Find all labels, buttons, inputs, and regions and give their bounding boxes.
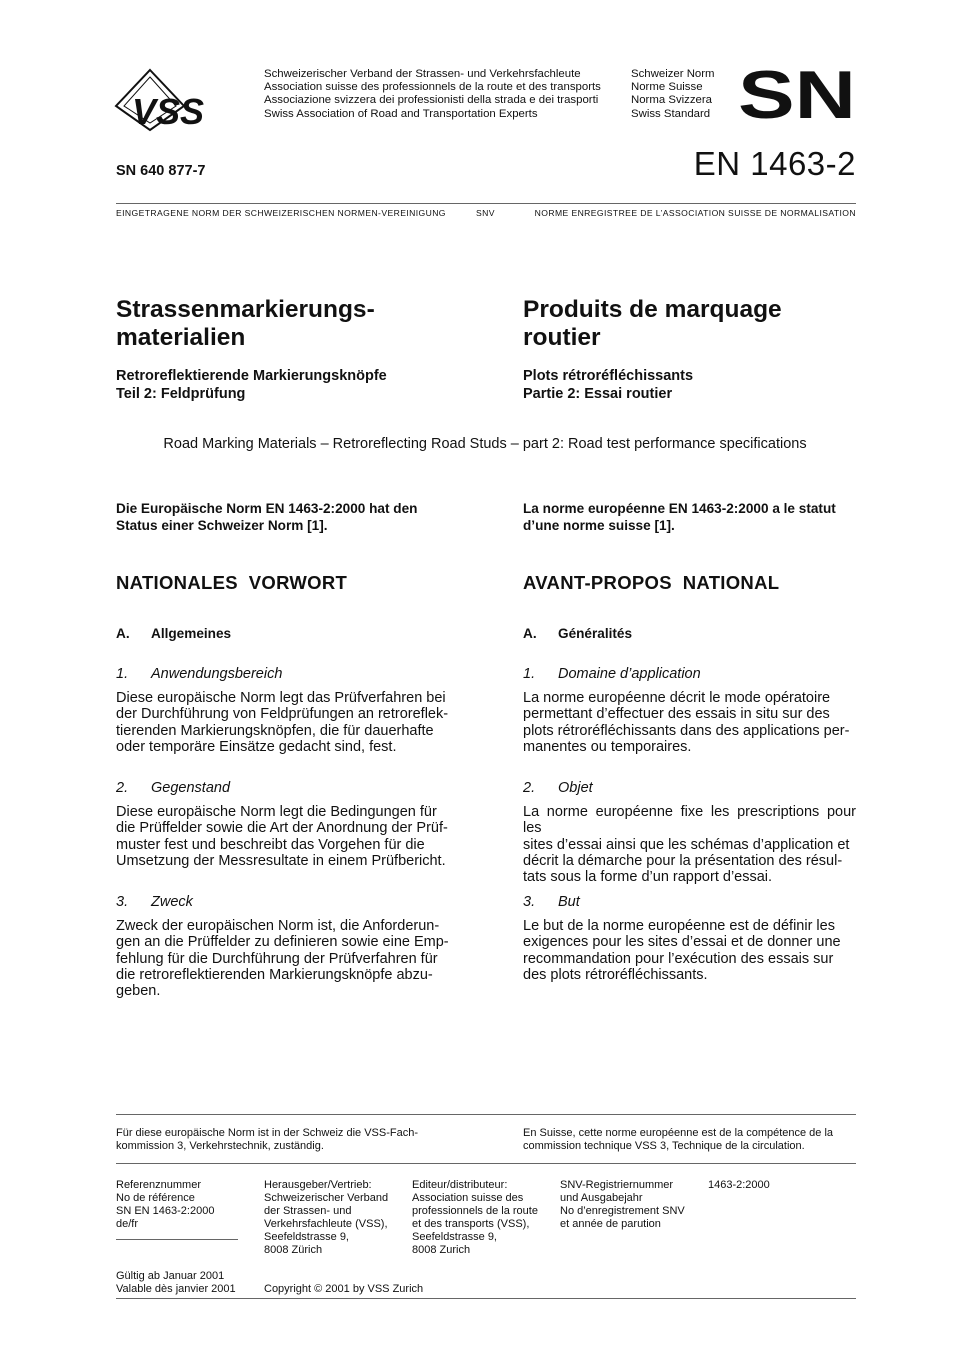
footer-line: Gültig ab Januar 2001 [116,1270,225,1282]
german-item-3-text [116,918,449,999]
status-line: d’une norme suisse [1]. [523,518,675,533]
registration-right: NORME ENREGISTREE DE L’ASSOCIATION SUISSE DE NORMALISATION [534,208,856,218]
footer-line: de/fr [116,1218,139,1230]
footer-bottom-rule [116,1298,856,1299]
item-number: 1. [116,666,129,682]
text-line: gen an die Prüffelder zu definieren sowie eine Emp- [116,934,449,951]
footer-line: 8008 Zürich [264,1244,323,1256]
subtitle-line: Retroreflektierende Markierungsknöpfe [116,368,387,384]
text-line: tats sous la forme d’un rapport d’essai. [523,869,773,886]
section-number: A. [523,626,537,641]
french-title [523,296,863,352]
vss-logo [114,68,260,134]
sn-logo [738,62,858,124]
german-title [116,296,456,352]
footer-divider [116,1163,856,1164]
text-line: La norme européenne décrit le mode opératoire [523,690,831,706]
subtitle-line: Partie 2: Essai routier [523,386,673,402]
footer-line: Seefeldstrasse 9, [412,1231,497,1243]
text-line: Umsetzung der Messresultate in einem Prüfbericht. [116,852,446,869]
footer-reference [116,1179,214,1231]
german-item-3-heading [116,894,193,910]
divider [116,203,856,204]
item-title: Objet [558,780,593,796]
text-line: oder temporäre Einsätze gedacht sind, fest. [116,738,397,755]
french-foreword-heading: AVANT-PROPOS NATIONAL [523,572,780,593]
french-subtitle [523,367,863,403]
english-title: Road Marking Materials – Retroreflecting Road Studs – part 2: Road test performance specifications [163,436,807,452]
footer-publisher-de [264,1179,388,1257]
registration-middle: SNV [476,208,495,218]
section-number: A. [116,626,130,641]
association-line: Schweizerischer Verband der Strassen- und Verkehrsfachleute [264,68,581,80]
text-line: permettant d’effectuer des essais in situ sur des [523,706,830,723]
text-line: Diese europäische Norm legt die Bedingungen für [116,804,437,820]
footer-line: Editeur/distributeur: [412,1179,508,1191]
text-line: geben. [116,983,161,1000]
item-number: 3. [523,894,536,910]
footer-line: commission technique VSS 3, Technique de la circulation. [523,1140,805,1152]
french-item-1-text [523,690,856,755]
subtitle-line: Plots rétroréfléchissants [523,368,694,384]
french-item-2-heading [523,780,593,796]
german-foreword-heading: NATIONALES VORWORT [116,572,348,593]
title-line: Strassenmarkierungs- [116,296,375,323]
footer-line: kommission 3, Verkehrstechnik, zuständig. [116,1140,324,1152]
french-section-a [523,626,632,641]
association-line: Associazione svizzera dei professionisti della strada e dei trasporti [264,94,599,107]
footer-line: Seefeldstrasse 9, [264,1231,349,1243]
footer-line: En Suisse, cette norme européenne est de la compétence de la [523,1127,834,1139]
standard-line: Swiss Standard [631,107,711,120]
footer-line: 8008 Zurich [412,1244,471,1256]
text-line: décrit la démarche pour la présentation des résul- [523,852,843,869]
item-number: 2. [523,780,536,796]
title-line: Produits de marquage [523,296,782,323]
association-line: Swiss Association of Road and Transportation Experts [264,107,538,120]
item-title: But [558,894,580,910]
item-number: 1. [523,666,536,682]
item-number: 2. [116,780,129,796]
footer-short-rule [116,1239,238,1240]
subtitle-line: Teil 2: Feldprüfung [116,386,246,402]
status-line: La norme européenne EN 1463-2:2000 a le statut [523,501,836,516]
vss-logo-text: VSS [132,91,205,132]
association-line: Association suisse des professionnels de la route et des transports [264,81,601,94]
french-item-2-text [523,804,856,885]
section-title: Allgemeines [151,626,232,641]
text-line: die retroreflektierenden Markierungsknöpfe abzu- [116,966,433,983]
footer-publisher-fr [412,1179,538,1257]
footer-line: und Ausgabejahr [560,1192,643,1204]
german-item-1-heading [116,666,282,682]
status-line: Status einer Schweizer Norm [1]. [116,518,328,533]
text-line: sites d’essai ainsi que les schémas d’application et [523,836,850,853]
german-subtitle [116,367,456,403]
status-line: Die Europäische Norm EN 1463-2:2000 hat den [116,501,418,516]
text-line: fehlung für die Durchführung der Prüfverfahren für [116,950,438,967]
standard-names [631,68,715,121]
german-item-2-heading [116,780,230,796]
footer-line: professionnels de la route [412,1205,538,1217]
item-number: 3. [116,894,129,910]
item-title: Domaine d’application [558,666,701,682]
footer-line: Valable dès janvier 2001 [116,1283,236,1295]
french-item-3-heading [523,894,580,910]
footer-competence-fr [523,1127,833,1153]
text-line: muster fest und beschreibt das Vorgehen für die [116,836,425,853]
standard-line: Schweizer Norm [631,68,715,80]
german-status [116,500,449,534]
french-item-3-text [523,918,856,983]
footer-validity [116,1270,236,1296]
footer-divider [116,1114,856,1115]
french-status [523,500,856,534]
footer-line: Verkehrsfachleute (VSS), [264,1218,388,1230]
text-line: tierenden Markierungsknöpfen, die für dauerhafte [116,722,434,739]
text-line: der Durchführung von Feldprüfungen an retroreflek- [116,706,449,723]
footer-registration-value: 1463-2:2000 [708,1179,770,1191]
footer-line: Association suisse des [412,1192,524,1204]
text-line: Le but de la norme européenne est de définir les [523,918,835,934]
footer-line: No de référence [116,1192,195,1204]
german-item-1-text [116,690,449,755]
title-line: routier [523,324,601,351]
footer-line: der Strassen- und [264,1205,352,1217]
standard-line: Norme Suisse [631,81,703,94]
german-section-a [116,626,231,641]
footer-line: Schweizerischer Verband [264,1192,389,1204]
text-line: La norme européenne fixe les prescriptions pour les [523,804,856,837]
footer-line: No d’enregistrement SNV [560,1205,685,1217]
registration-left: EINGETRAGENE NORM DER SCHWEIZERISCHEN NORMEN-VEREINIGUNG [116,208,446,218]
en-number: EN 1463-2 [693,145,856,182]
german-item-2-text [116,804,449,869]
text-line: Diese europäische Norm legt das Prüfverfahren bei [116,690,446,706]
association-names [264,68,601,121]
french-item-1-heading [523,666,701,682]
item-title: Zweck [151,894,193,910]
footer-competence-de [116,1127,418,1153]
footer-snv-registration [560,1179,685,1231]
text-line: manentes ou temporaires. [523,738,692,755]
text-line: des plots rétroréfléchissants. [523,966,708,983]
text-line: exigences pour les sites d’essai et de donner une [523,934,841,951]
footer-line: SNV-Registriernummer [560,1179,674,1191]
text-line: plots rétroréfléchissants dans des applications per- [523,722,850,739]
footer-line: Referenznummer [116,1179,201,1191]
footer-line: Herausgeber/Vertrieb: [264,1179,372,1191]
section-title: Généralités [558,626,633,641]
footer-line: SN EN 1463-2:2000 [116,1205,215,1217]
footer-line: et année de parution [560,1218,661,1230]
text-line: Zweck der europäischen Norm ist, die Anforderun- [116,918,440,934]
item-title: Anwendungsbereich [151,666,283,682]
sn-number: SN 640 877-7 [116,163,206,179]
text-line: die Prüffelder sowie die Art der Anordnung der Prüf- [116,820,448,837]
footer-copyright: Copyright © 2001 by VSS Zurich [264,1283,424,1295]
sn-logo-text: SN [738,62,856,124]
text-line: recommandation pour l’exécution des essais sur [523,950,834,967]
title-line: materialien [116,324,246,351]
standard-line: Norma Svizzera [631,94,713,107]
footer-line: et des transports (VSS), [412,1218,530,1230]
item-title: Gegenstand [151,780,231,796]
footer-line: Für diese europäische Norm ist in der Schweiz die VSS-Fach- [116,1127,419,1139]
